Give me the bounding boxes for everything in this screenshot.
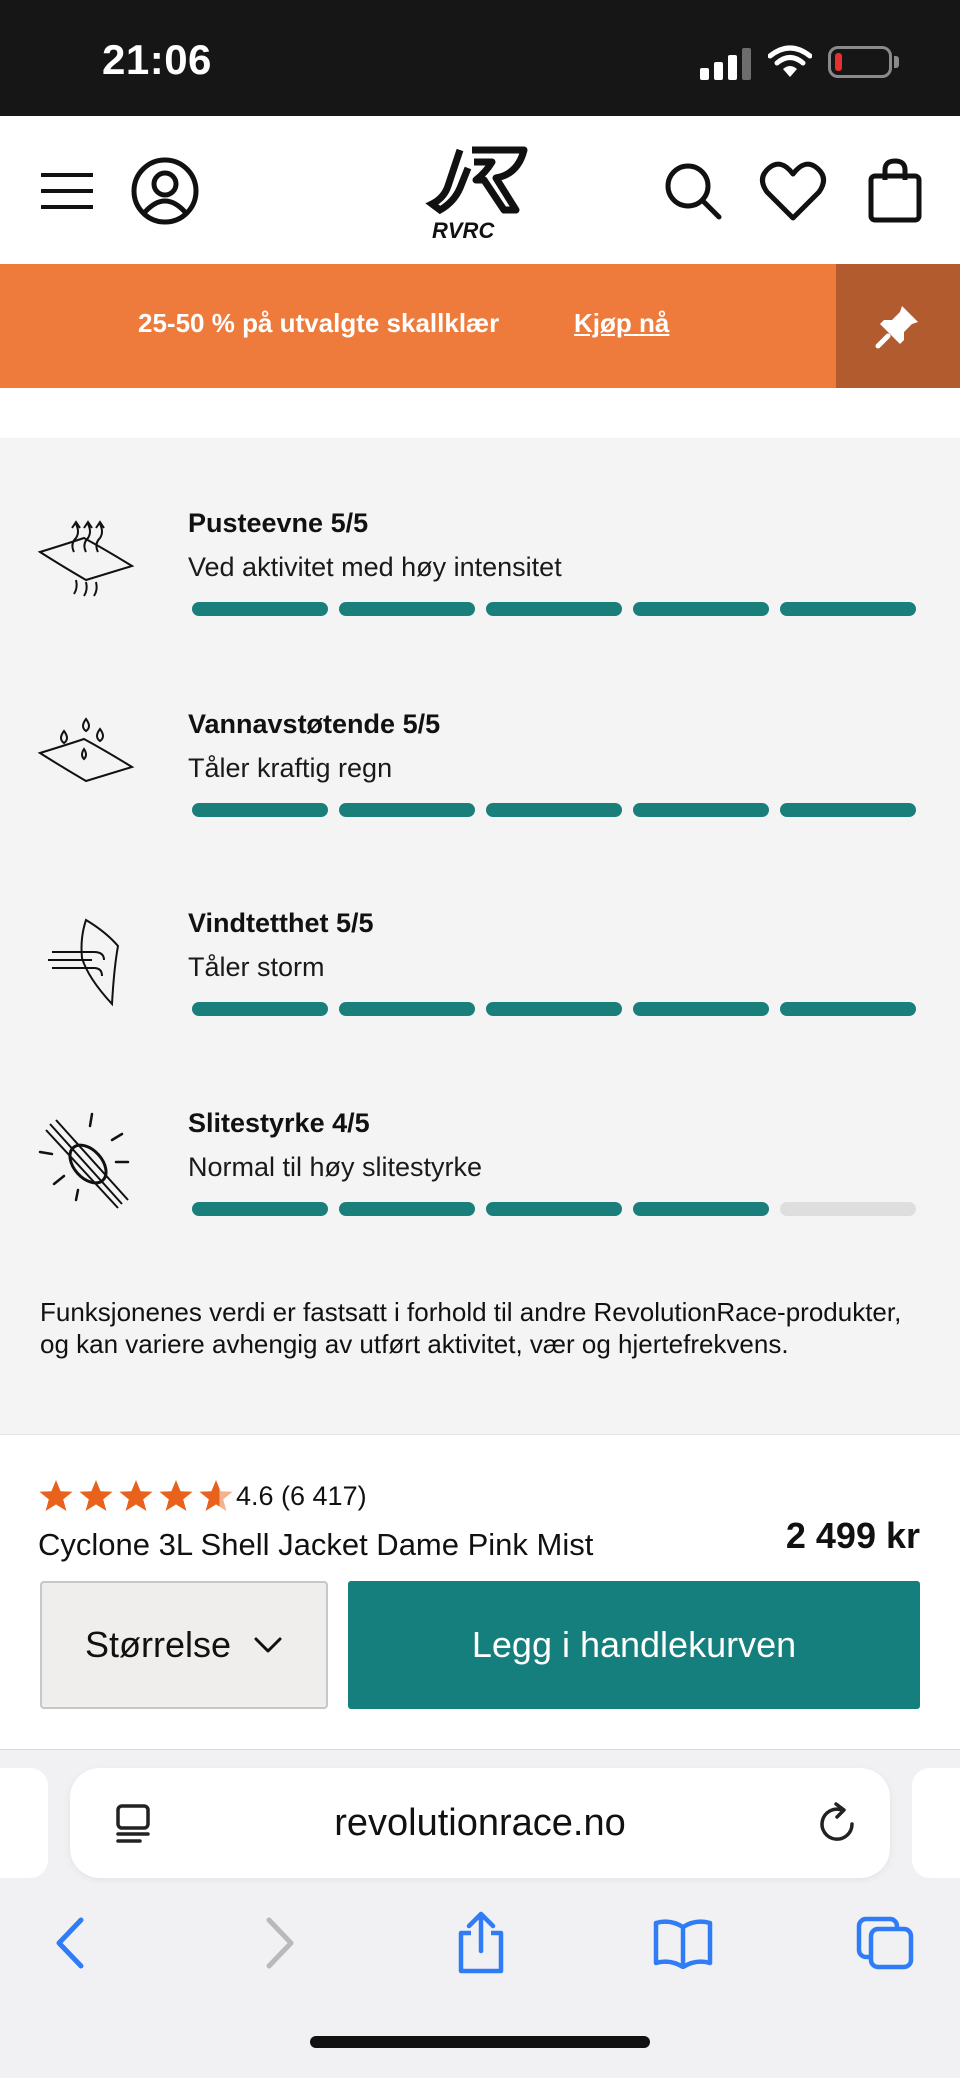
feature-title: Vindtetthet 5/5 (188, 908, 374, 938)
tabs-icon[interactable] (852, 1910, 918, 1976)
features-section (0, 438, 960, 1434)
forward-icon[interactable] (246, 1910, 312, 1976)
search-icon[interactable] (658, 156, 728, 226)
menu-icon[interactable] (32, 156, 102, 226)
breathability-icon (36, 508, 144, 616)
promo-link[interactable]: Kjøp nå (574, 308, 670, 338)
cellular-signal-icon (700, 46, 752, 80)
rating-bar (192, 602, 916, 616)
product-purchase-bar (0, 1434, 960, 1750)
rating-segment (633, 803, 769, 817)
promo-banner (0, 264, 960, 388)
feature-breathability (0, 508, 960, 678)
rating-segment (486, 1002, 622, 1016)
share-icon[interactable] (448, 1910, 514, 1976)
battery-icon (828, 46, 892, 78)
rating-bar (192, 1202, 916, 1216)
browser-toolbar (0, 1750, 960, 2078)
pin-icon[interactable] (836, 264, 960, 388)
site-header (0, 116, 960, 264)
rating-segment (339, 602, 475, 616)
rating-segment (780, 602, 916, 616)
rating-segment (486, 602, 622, 616)
rating-segment (339, 1202, 475, 1216)
rating-segment (486, 803, 622, 817)
feature-title: Slitestyrke 4/5 (188, 1108, 370, 1138)
logo-text: RVRC (432, 218, 495, 243)
rating-segment (339, 1002, 475, 1016)
star-icon (198, 1479, 234, 1513)
rating-segment (339, 803, 475, 817)
product-name: Cyclone 3L Shell Jacket Dame Pink Mist (38, 1527, 594, 1562)
bag-icon[interactable] (860, 156, 930, 226)
rating-segment (192, 1002, 328, 1016)
durability-icon (36, 1108, 144, 1216)
status-time: 21:06 (102, 36, 212, 83)
rating-segment (192, 1202, 328, 1216)
feature-water-repellent (0, 709, 960, 879)
status-bar (0, 0, 960, 116)
home-indicator[interactable] (310, 2036, 650, 2048)
feature-title: Pusteevne 5/5 (188, 508, 369, 538)
windproof-icon (36, 908, 144, 1016)
rating-segment (486, 1202, 622, 1216)
add-to-cart-label: Legg i handlekurven (471, 1624, 797, 1665)
previous-tab-preview[interactable] (0, 1768, 48, 1878)
rvrc-logo[interactable] (420, 138, 540, 248)
promo-text: 25-50 % på utvalgte skallklær (138, 308, 500, 338)
address-bar[interactable] (70, 1768, 890, 1878)
rating-segment (633, 1002, 769, 1016)
back-icon[interactable] (38, 1910, 104, 1976)
water-repellent-icon (36, 709, 144, 817)
rating-segment (192, 803, 328, 817)
rating-segment (633, 1202, 769, 1216)
feature-durability (0, 1108, 960, 1278)
reload-icon[interactable] (814, 1800, 860, 1846)
rating-segment (780, 1002, 916, 1016)
rating-segment (633, 602, 769, 616)
star-icon (118, 1479, 154, 1513)
feature-description: Ved aktivitet med høy intensitet (188, 552, 562, 582)
rating-bar (192, 1002, 916, 1016)
feature-title: Vannavstøtende 5/5 (188, 709, 441, 739)
rating-segment (780, 1202, 916, 1216)
chevron-down-icon (253, 1635, 283, 1655)
disclaimer-text: Funksjonenes verdi er fastsatt i forhold til andre RevolutionRace-produkter, og kan variere avhengig av utført aktivitet, vær og hjertefrekvens. (40, 1297, 902, 1359)
star-icon (38, 1479, 74, 1513)
rating-summary[interactable]: 4.6 (6 417) (236, 1481, 367, 1511)
rating-stars (38, 1479, 234, 1513)
size-select[interactable] (40, 1581, 328, 1709)
size-label: Størrelse (84, 1624, 232, 1665)
heart-icon[interactable] (758, 156, 828, 226)
feature-description: Tåler storm (188, 952, 325, 982)
account-icon[interactable] (130, 156, 200, 226)
add-to-cart-button[interactable] (348, 1581, 920, 1709)
rating-segment (192, 602, 328, 616)
wifi-icon (768, 44, 812, 80)
feature-description: Tåler kraftig regn (188, 753, 393, 783)
next-tab-preview[interactable] (912, 1768, 960, 1878)
url-text: revolutionrace.no (334, 1802, 626, 1844)
star-icon (78, 1479, 114, 1513)
star-icon (158, 1479, 194, 1513)
feature-description: Normal til høy slitestyrke (188, 1152, 483, 1182)
feature-windproof (0, 908, 960, 1078)
product-price: 2 499 kr (785, 1515, 920, 1556)
rating-bar (192, 803, 916, 817)
rating-segment (780, 803, 916, 817)
bookmarks-icon[interactable] (650, 1910, 716, 1976)
